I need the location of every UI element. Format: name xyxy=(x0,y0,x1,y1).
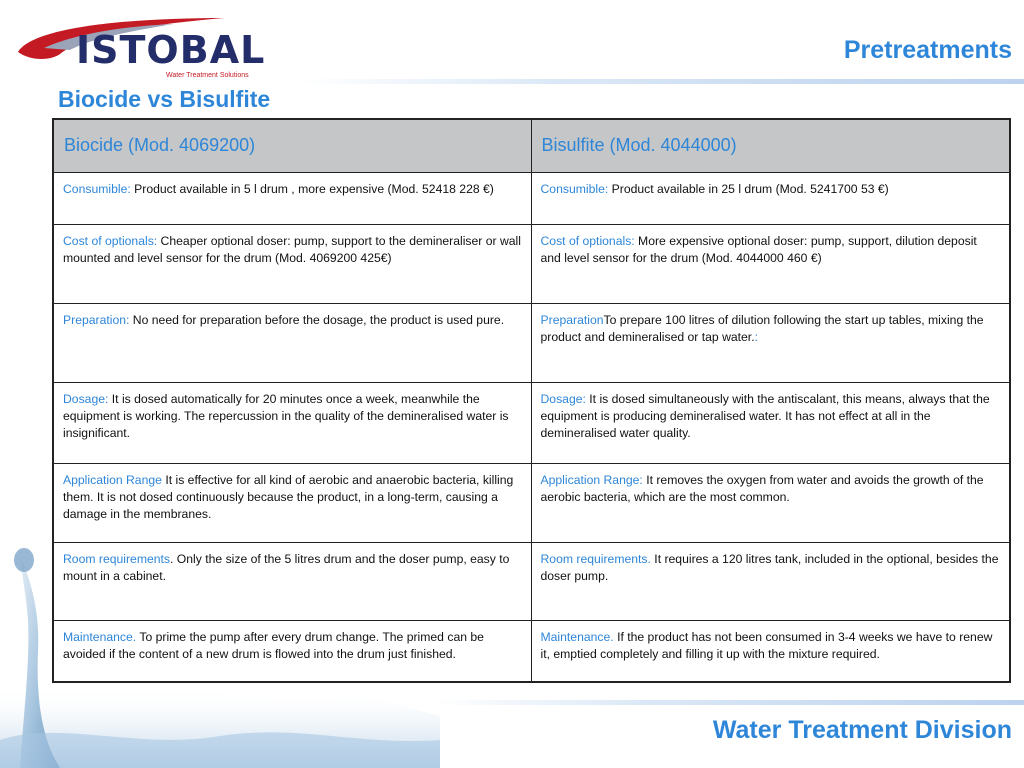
cell-text: Product available in 5 l drum , more expensive (Mod. 52418 228 €) xyxy=(130,181,494,196)
table-row xyxy=(53,303,1010,382)
table-row xyxy=(53,620,1010,682)
cell-label: Consumible: xyxy=(63,181,131,196)
table-row xyxy=(53,224,1010,303)
slide-subtitle: Biocide vs Bisulfite xyxy=(58,86,271,112)
biocide-application-range-cell xyxy=(53,463,531,542)
biocide-consumible-cell xyxy=(53,172,531,224)
bisulfite-application-range-cell xyxy=(531,463,1010,542)
column-header-bisulfite: Bisulfite (Mod. 4044000) xyxy=(531,119,1010,172)
header-divider xyxy=(300,79,1024,84)
cell-label: Maintenance. xyxy=(540,629,614,644)
cell-label: Preparation xyxy=(540,312,604,327)
cell-label: Preparation: xyxy=(63,312,130,327)
biocide-room-requirements-cell xyxy=(53,542,531,620)
biocide-cost-cell xyxy=(53,224,531,303)
table-header-row xyxy=(53,119,1010,172)
bisulfite-cost-cell xyxy=(531,224,1010,303)
cell-label: Room requirements xyxy=(63,551,171,566)
cell-text: Cheaper optional doser: pump, support to the demineraliser or wall mounted and level sensor for the drum (Mod. 4069200 425€) xyxy=(63,233,521,265)
biocide-maintenance-cell xyxy=(53,620,531,682)
cell-text: If the product has not been consumed in 3-4 weeks we have to renew it, emptied completely and filling it up with the mixture required. xyxy=(540,629,993,661)
cell-text: Product available in 25 l drum (Mod. 5241700 53 €) xyxy=(608,181,889,196)
istobal-logo xyxy=(14,14,304,79)
cell-label: Cost of optionals: xyxy=(63,233,158,248)
table-row xyxy=(53,463,1010,542)
cell-text: It is dosed simultaneously with the antiscalant, this means, always that the equipment is producing demineralised water. It has not effect at all in the demineralised water quality. xyxy=(540,391,990,440)
cell-label: Application Range xyxy=(63,472,162,487)
cell-text: To prepare 100 litres of dilution following the start up tables, mixing the product and demineralised or tap water. xyxy=(540,312,984,344)
logo-wordmark: ISTOBAL xyxy=(76,28,266,72)
cell-label: Dosage: xyxy=(63,391,109,406)
bisulfite-consumible-cell xyxy=(531,172,1010,224)
cell-text: No need for preparation before the dosage, the product is used pure. xyxy=(129,312,505,327)
cell-label: Room requirements. xyxy=(540,551,651,566)
cell-text: It is effective for all kind of aerobic and anaerobic bacteria, killing them. It is not dosed continuously because the product, in a long-term, causing a damage in the membranes. xyxy=(63,472,514,521)
footer-title: Water Treatment Division xyxy=(712,716,1012,744)
bisulfite-dosage-cell xyxy=(531,382,1010,463)
cell-text: It requires a 120 litres tank, included in the optional, besides the doser pump. xyxy=(540,551,999,583)
table-row xyxy=(53,382,1010,463)
bisulfite-maintenance-cell xyxy=(531,620,1010,682)
bisulfite-room-requirements-cell xyxy=(531,542,1010,620)
cell-suffix: : xyxy=(754,329,758,344)
cell-text: It removes the oxygen from water and avoids the growth of the aerobic bacteria, which are the most common. xyxy=(540,472,984,504)
table-row xyxy=(53,172,1010,224)
cell-label: Application Range: xyxy=(540,472,643,487)
cell-label: Dosage: xyxy=(540,391,586,406)
page-title: Pretreatments xyxy=(843,36,1012,64)
cell-label: Cost of optionals: xyxy=(540,233,635,248)
biocide-preparation-cell xyxy=(53,303,531,382)
cell-label: Consumible: xyxy=(540,181,609,196)
logo-tagline: Water Treatment Solutions xyxy=(166,72,249,79)
footer-divider xyxy=(434,700,1024,705)
cell-text: . Only the size of the 5 litres drum and the doser pump, easy to mount in a cabinet. xyxy=(63,551,510,583)
cell-text: It is dosed automatically for 20 minutes once a week, meanwhile the equipment is working. The repercussion in the quality of the demineralised water is insignificant. xyxy=(63,391,509,440)
table-row xyxy=(53,542,1010,620)
bisulfite-preparation-cell xyxy=(531,303,1010,382)
comparison-table xyxy=(52,118,1011,683)
column-header-biocide: Biocide (Mod. 4069200) xyxy=(53,119,531,172)
biocide-dosage-cell xyxy=(53,382,531,463)
cell-text: More expensive optional doser: pump, support, dilution deposit and level sensor for the drum (Mod. 4044000 460 €) xyxy=(540,233,977,265)
cell-label: Maintenance. xyxy=(63,629,137,644)
cell-text: To prime the pump after every drum change. The primed can be avoided if the content of a new drum is flowed into the drum just finished. xyxy=(63,629,484,661)
